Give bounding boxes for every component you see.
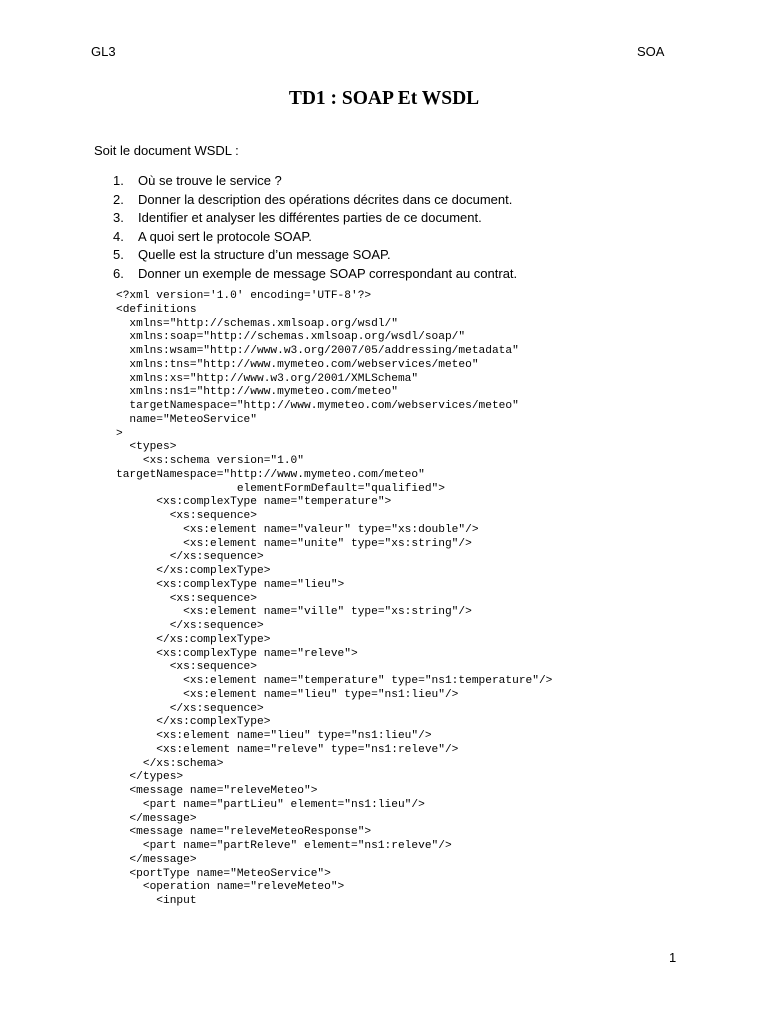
page-title: TD1 : SOAP Et WSDL — [288, 88, 480, 109]
code-line: <xs:complexType name="temperature"> — [116, 496, 392, 509]
code-line: <xs:element name="releve" type="ns1:releve"/> — [116, 743, 459, 756]
code-line: </xs:sequence> — [116, 702, 264, 715]
question-item — [113, 209, 517, 228]
code-line: <message name="releveMeteo"> — [116, 785, 318, 797]
code-line: targetNamespace="http://www.mymeteo.com/webservices/meteo" — [116, 400, 519, 412]
code-line: <xs:element name="lieu" type="ns1:lieu"/> — [116, 688, 459, 701]
code-line: <xs:sequence> — [116, 661, 257, 674]
code-line: </types> — [116, 771, 184, 784]
code-line: xmlns:ns1="http://www.mymeteo.com/meteo" — [116, 386, 398, 399]
question-number: 5. — [113, 247, 124, 263]
code-line: <xs:sequence> — [116, 592, 257, 605]
question-text: A quoi sert le protocole SOAP. — [138, 228, 312, 244]
question-text: Quelle est la structure d’un message SOAP. — [138, 247, 391, 263]
code-line: xmlns:soap="http://schemas.xmlsoap.org/wsdl/soap/" — [116, 331, 466, 344]
question-text: Donner la description des opérations décrites dans ce document. — [138, 191, 513, 207]
question-list — [113, 172, 517, 284]
code-line: <xs:element name="unite" type="xs:string"/> — [116, 537, 472, 550]
code-line: <part name="partLieu" element="ns1:lieu"/> — [116, 798, 425, 811]
code-line: <definitions — [116, 303, 197, 316]
code-line: xmlns:xs="http://www.w3.org/2001/XMLSchema" — [116, 372, 419, 385]
code-line: <operation name="releveMeteo"> — [116, 881, 345, 894]
wsdl-code-block — [116, 290, 552, 909]
code-line: <xs:complexType name="lieu"> — [116, 578, 345, 591]
code-line: <types> — [116, 441, 177, 454]
code-line: <xs:element name="valeur" type="xs:double"/> — [116, 523, 479, 536]
code-line: <xs:complexType name="releve"> — [116, 647, 358, 660]
code-line: <part name="partReleve" element="ns1:releve"/> — [116, 840, 452, 852]
question-item — [113, 265, 517, 284]
intro-text: Soit le document WSDL : — [94, 143, 239, 158]
question-number: 4. — [113, 228, 124, 244]
code-line: <xs:schema version="1.0" — [116, 455, 304, 467]
question-number: 3. — [113, 210, 124, 226]
question-number: 6. — [113, 265, 124, 281]
question-item — [113, 191, 517, 210]
question-item — [113, 228, 517, 247]
code-line: xmlns:wsam="http://www.w3.org/2007/05/addressing/metadata" — [116, 345, 519, 357]
code-line: </message> — [116, 812, 197, 825]
question-number: 1. — [113, 173, 124, 188]
code-line: > — [116, 427, 123, 440]
code-line: xmlns:tns="http://www.mymeteo.com/webservices/meteo" — [116, 358, 479, 371]
page-number: 1 — [669, 950, 677, 965]
code-line: <?xml version='1.0' encoding='UTF-8'?> — [116, 290, 372, 302]
question-text: Identifier et analyser les différentes parties de ce document. — [138, 210, 482, 226]
question-number: 2. — [113, 191, 124, 207]
code-line: </xs:sequence> — [116, 551, 264, 564]
code-line: </xs:sequence> — [116, 620, 264, 632]
code-line: </xs:complexType> — [116, 716, 271, 729]
question-item — [113, 172, 517, 191]
code-line: <xs:element name="temperature" type="ns1:temperature"/> — [116, 675, 553, 687]
header-right: SOA — [637, 44, 665, 59]
code-line: <xs:element name="lieu" type="ns1:lieu"/> — [116, 730, 432, 742]
code-line: <xs:element name="ville" type="xs:string"/> — [116, 606, 472, 619]
code-line: targetNamespace="http://www.mymeteo.com/meteo" — [116, 468, 425, 481]
code-line: </xs:schema> — [116, 757, 224, 770]
code-line: <input — [116, 895, 197, 907]
code-line: <xs:sequence> — [116, 510, 257, 522]
code-line: </message> — [116, 853, 197, 866]
header-left: GL3 — [91, 44, 116, 59]
code-line: <portType name="MeteoService"> — [116, 867, 331, 880]
code-line: </xs:complexType> — [116, 565, 271, 577]
code-line: name="MeteoService" — [116, 413, 257, 426]
code-line: xmlns="http://schemas.xmlsoap.org/wsdl/" — [116, 317, 398, 330]
question-text: Où se trouve le service ? — [138, 173, 282, 188]
code-line: <message name="releveMeteoResponse"> — [116, 826, 372, 839]
code-line: </xs:complexType> — [116, 633, 271, 646]
code-line: elementFormDefault="qualified"> — [116, 482, 445, 495]
question-item — [113, 246, 517, 265]
question-text: Donner un exemple de message SOAP correspondant au contrat. — [138, 265, 518, 281]
